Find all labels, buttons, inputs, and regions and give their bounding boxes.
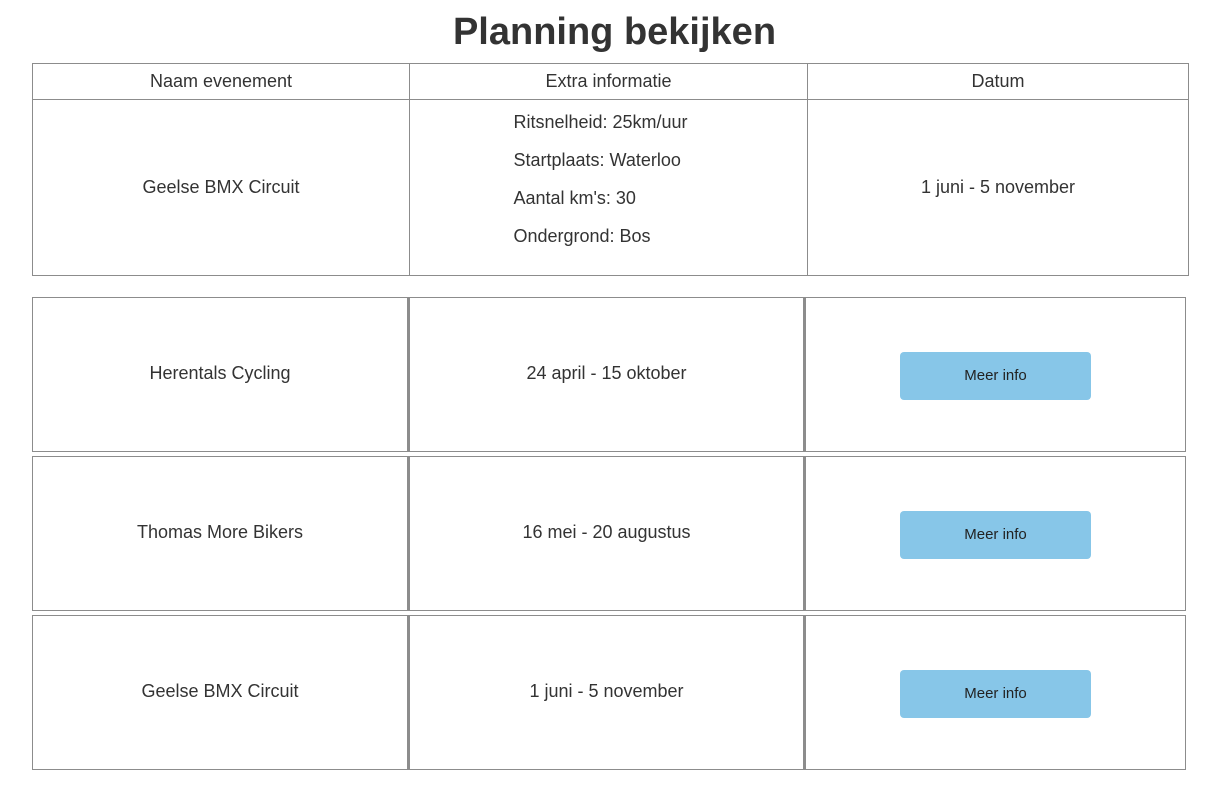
event-action-cell xyxy=(804,615,1186,770)
event-name-cell xyxy=(32,456,408,611)
info-surface: Ondergrond: Bos xyxy=(513,225,651,246)
info-speed: Ritsnelheid: 25km/uur xyxy=(513,111,688,132)
extra-info-cell xyxy=(410,100,808,276)
table-row xyxy=(33,100,1189,276)
table-header-row xyxy=(33,64,1189,100)
event-date: 1 juni - 5 november xyxy=(529,681,684,701)
event-date-cell xyxy=(408,456,804,611)
event-date-cell xyxy=(408,615,804,770)
info-start-location: Startplaats: Waterloo xyxy=(513,149,681,170)
extra-info-list xyxy=(513,103,687,255)
event-action-cell xyxy=(804,456,1186,611)
event-row-3 xyxy=(32,615,1186,770)
event-row-1 xyxy=(32,297,1186,452)
event-action-cell xyxy=(804,297,1186,452)
more-info-button[interactable]: Meer info xyxy=(900,511,1091,559)
header-extra-info: Extra informatie xyxy=(410,64,808,100)
event-name: Thomas More Bikers xyxy=(136,522,304,542)
header-date: Datum xyxy=(808,64,1189,100)
page-title: Planning bekijken xyxy=(452,11,777,53)
planning-table xyxy=(32,63,1189,276)
event-date-cell: 1 juni - 5 november xyxy=(808,100,1189,276)
event-name-cell xyxy=(32,297,408,452)
event-date: 16 mei - 20 augustus xyxy=(522,522,691,542)
event-name: Herentals Cycling xyxy=(149,363,291,383)
event-name-cell xyxy=(32,615,408,770)
event-row-2 xyxy=(32,456,1186,611)
header-event-name: Naam evenement xyxy=(33,64,410,100)
more-info-button[interactable]: Meer info xyxy=(900,670,1091,718)
event-date-cell xyxy=(408,297,804,452)
event-name: Geelse BMX Circuit xyxy=(141,681,299,701)
more-info-button[interactable]: Meer info xyxy=(900,352,1091,400)
event-date: 24 april - 15 oktober xyxy=(526,363,687,383)
info-distance: Aantal km's: 30 xyxy=(513,187,636,208)
event-name-cell: Geelse BMX Circuit xyxy=(33,100,410,276)
